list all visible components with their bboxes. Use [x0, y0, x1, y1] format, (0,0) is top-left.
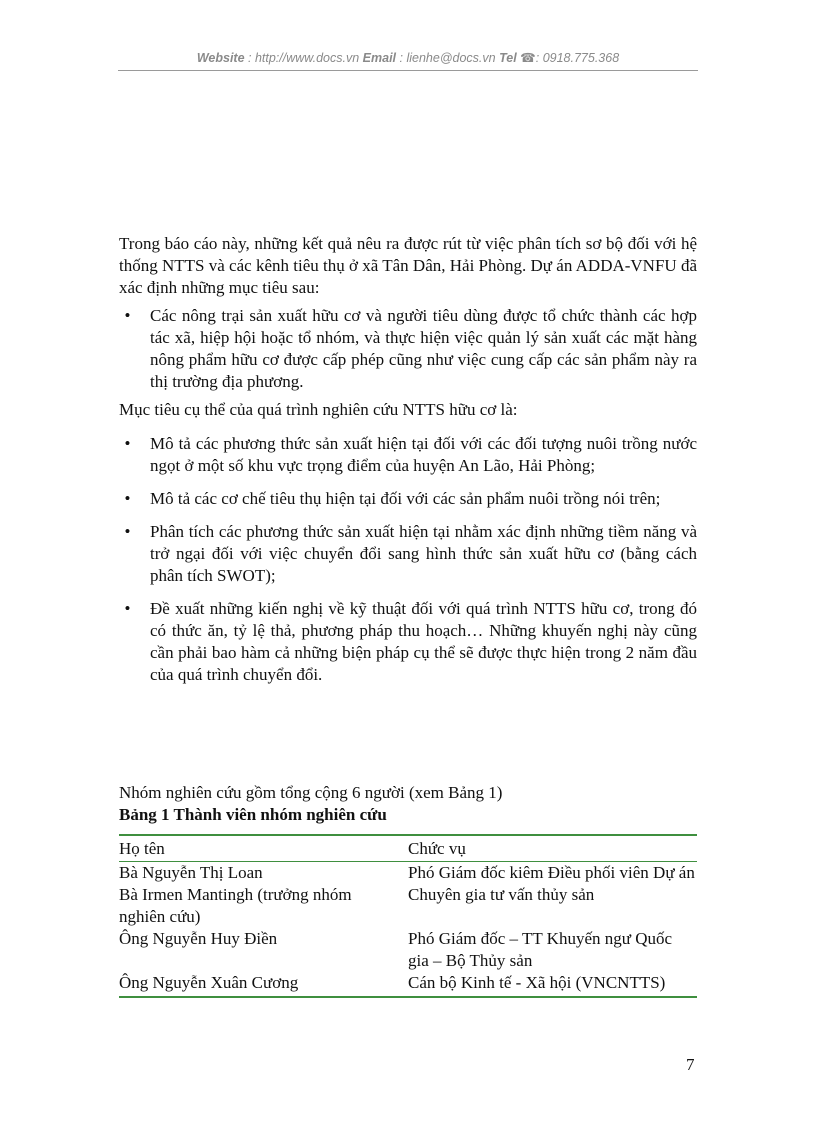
member-name: Bà Nguyễn Thị Loan — [119, 863, 263, 882]
page-number: 7 — [686, 1055, 695, 1074]
table-row — [119, 928, 697, 972]
member-name: Bà Irmen Mantingh (trưởng nhóm nghiên cứu) — [119, 885, 352, 926]
column-header-name: Họ tên — [119, 835, 408, 862]
document-body — [119, 233, 697, 686]
column-header-position: Chức vụ — [408, 835, 697, 862]
page-header — [118, 50, 698, 65]
member-position: Phó Giám đốc kiêm Điều phối viên Dự án — [408, 863, 695, 882]
email-value[interactable]: : lienhe@docs.vn — [399, 51, 496, 65]
bullet-icon: • — [124, 434, 131, 453]
bullet-icon: • — [124, 489, 131, 508]
specific-objectives-heading: Mục tiêu cụ thể của quá trình nghiên cứu NTTS hữu cơ là: — [119, 400, 518, 419]
website-label: Website — [196, 51, 245, 65]
bullet-icon: • — [124, 599, 131, 618]
goal-list — [119, 305, 697, 393]
table-row — [119, 862, 697, 885]
table-caption-block — [119, 782, 697, 826]
tel-value: : 0918.775.368 — [535, 51, 620, 65]
specific-objectives-list — [119, 433, 697, 686]
member-name: Ông Nguyễn Xuân Cương — [119, 972, 408, 997]
objective-text: Mô tả các cơ chế tiêu thụ hiện tại đối với các sản phẩm nuôi trồng nói trên; — [150, 489, 661, 508]
bullet-icon: • — [124, 522, 131, 541]
list-item — [119, 598, 697, 686]
objective-text: Đề xuất những kiến nghị về kỹ thuật đối với quá trình NTTS hữu cơ, trong đó có thức ăn, tỷ lệ thả, phương pháp thu hoạch… Những khuyến nghị này cũng cần phải bao hàm cả những biện pháp cụ thể sẽ được thực hiện trong 2 năm đầu của quá trình chuyển đổi. — [150, 599, 697, 684]
website-value[interactable]: : http://www.docs.vn — [248, 51, 360, 65]
phone-icon: ☎ — [520, 51, 536, 65]
email-label: Email — [362, 51, 397, 65]
list-item — [119, 433, 697, 477]
table-row — [119, 884, 697, 928]
objective-text: Mô tả các phương thức sản xuất hiện tại đối với các đối tượng nuôi trồng nước ngọt ở một số khu vực trọng điểm của huyện An Lão, Hải Phòng; — [150, 434, 697, 475]
member-position: Phó Giám đốc – TT Khuyến ngư Quốc gia – Bộ Thủy sản — [408, 929, 673, 970]
intro-paragraph: Trong báo cáo này, những kết quả nêu ra được rút từ việc phân tích sơ bộ đối với hệ thống NTTS và các kênh tiêu thụ ở xã Tân Dân, Hải Phòng. Dự án ADDA-VNFU đã xác định những mục tiêu sau: — [119, 234, 697, 297]
table-header-row — [119, 835, 697, 862]
member-position: Cán bộ Kinh tế - Xã hội (VNCNTTS) — [408, 972, 697, 997]
team-members-table — [119, 834, 697, 998]
table-row — [119, 972, 697, 997]
list-item — [119, 488, 697, 510]
member-position: Chuyên gia tư vấn thủy sản — [408, 885, 595, 904]
list-item — [119, 521, 697, 587]
header-divider — [118, 70, 698, 71]
goal-text: Các nông trại sản xuất hữu cơ và người tiêu dùng được tổ chức thành các hợp tác xã, hiệp hội hoặc tổ nhóm, và thực hiện việc quản lý sản xuất các mặt hàng nông phẩm hữu cơ được cấp phép cũng như việc cung cấp các sản phẩm này ra thị trường địa phương. — [150, 306, 697, 391]
table-title: Bảng 1 Thành viên nhóm nghiên cứu — [119, 805, 387, 824]
team-note: Nhóm nghiên cứu gồm tổng cộng 6 người (xem Bảng 1) — [119, 783, 503, 802]
member-name: Ông Nguyễn Huy Điền — [119, 929, 278, 948]
list-item — [119, 305, 697, 393]
objective-text: Phân tích các phương thức sản xuất hiện tại nhằm xác định những tiềm năng và trở ngại đối với việc chuyển đổi sang hình thức sản xuất hữu cơ (bằng cách phân tích SWOT); — [150, 522, 697, 585]
bullet-icon: • — [124, 306, 131, 325]
tel-label: Tel — [499, 51, 517, 65]
